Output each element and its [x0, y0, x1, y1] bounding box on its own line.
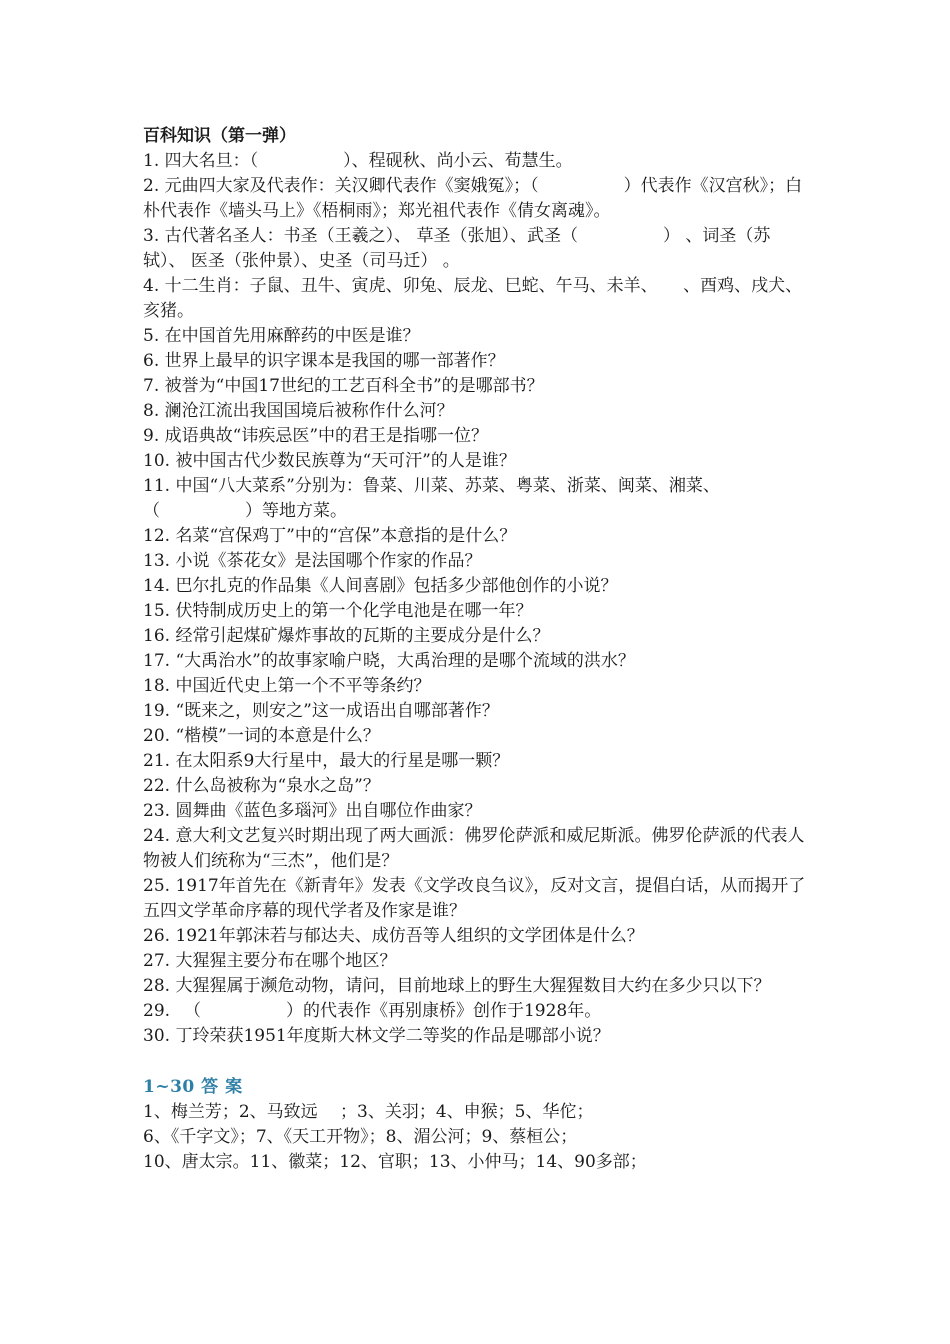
answers-heading: 1~30 答 案 [143, 1077, 243, 1097]
question-item: 16. 经常引起煤矿爆炸事故的瓦斯的主要成分是什么？ [143, 626, 550, 646]
question-item: 5. 在中国首先用麻醉药的中医是谁？ [143, 326, 420, 346]
question-item: 19. “既来之，则安之”这一成语出自哪部著作？ [143, 701, 499, 721]
document-title: 百科知识（第一弹） [143, 126, 296, 146]
question-item: 22. 什么岛被称为“泉水之岛”？ [143, 776, 380, 796]
question-item: 6. 世界上最早的识字课本是我国的哪一部著作？ [143, 351, 505, 371]
question-item: 24. 意大利文艺复兴时期出现了两大画派：佛罗伦萨派和威尼斯派。佛罗伦萨派的代表人物被人们统称为“三杰”，他们是？ [143, 826, 805, 871]
question-item: 23. 圆舞曲《蓝色多瑙河》出自哪位作曲家？ [143, 801, 482, 821]
question-item: 17. “大禹治水”的故事家喻户晓，大禹治理的是哪个流域的洪水？ [143, 651, 635, 671]
question-item: 26. 1921年郭沫若与郁达夫、成仿吾等人组织的文学团体是什么？ [143, 926, 644, 946]
question-item: 18. 中国近代史上第一个不平等条约？ [143, 676, 431, 696]
question-item: 30. 丁玲荣获1951年度斯大林文学二等奖的作品是哪部小说？ [143, 1026, 610, 1046]
question-item: 10. 被中国古代少数民族尊为“天可汗”的人是谁？ [143, 451, 516, 471]
question-item: 27. 大猩猩主要分布在哪个地区？ [143, 951, 397, 971]
question-item: 13. 小说《茶花女》是法国哪个作家的作品？ [143, 551, 482, 571]
question-item: 28. 大猩猩属于濒危动物，请问，目前地球上的野生大猩猩数目大约在多少只以下？ [143, 976, 771, 996]
question-item: 2. 元曲四大家及代表作：关汉卿代表作《窦娥冤》；（ ）代表作《汉宫秋》；白朴代表作《墙头马上》《梧桐雨》；郑光祖代表作《倩女离魂》。 [143, 176, 803, 221]
answer-list [143, 1100, 811, 1175]
question-item: 12. 名菜“宫保鸡丁”中的“宫保”本意指的是什么？ [143, 526, 517, 546]
answer-line: 1、梅兰芳；2、马致远 ；3、关羽；4、申猴；5、华佗； [143, 1102, 594, 1122]
question-item: 4. 十二生肖：子鼠、丑牛、寅虎、卯兔、辰龙、巳蛇、午马、未羊、 、酉鸡、戌犬、亥猪。 [143, 276, 803, 321]
question-list [143, 149, 811, 1049]
question-item: 15. 伏特制成历史上的第一个化学电池是在哪一年？ [143, 601, 533, 621]
question-item: 8. 澜沧江流出我国国境后被称作什么河？ [143, 401, 454, 421]
question-item: 1. 四大名旦：（ ）、程砚秋、尚小云、荀慧生。 [143, 151, 573, 171]
answer-line: 10、唐太宗。11、徽菜；12、官职；13、小仲马；14、90多部； [143, 1152, 647, 1172]
question-item: 9. 成语典故“讳疾忌医”中的君王是指哪一位？ [143, 426, 489, 446]
question-item: 7. 被誉为“中国17世纪的工艺百科全书”的是哪部书？ [143, 376, 544, 396]
question-item: 21. 在太阳系9大行星中，最大的行星是哪一颗？ [143, 751, 510, 771]
question-item: 14. 巴尔扎克的作品集《人间喜剧》包括多少部他创作的小说？ [143, 576, 618, 596]
document-content [143, 124, 811, 1175]
answer-line: 6、《千字文》；7、《天工开物》；8、湄公河；9、蔡桓公； [143, 1127, 578, 1147]
question-item: 25. 1917年首先在《新青年》发表《文学改良刍议》，反对文言，提倡白话，从而揭开了五四文学革命序幕的现代学者及作家是谁？ [143, 876, 806, 921]
question-item: 3. 古代著名圣人：书圣（王羲之）、 草圣（张旭）、武圣（ ） 、词圣（苏轼）、 医圣（张仲景）、史圣（司马迁） 。 [143, 226, 771, 271]
question-item: 20. “楷模”一词的本意是什么？ [143, 726, 380, 746]
question-item: 11. 中国“八大菜系”分别为：鲁菜、川菜、苏菜、粤菜、浙菜、闽菜、湘菜、（ ）等地方菜。 [143, 476, 720, 521]
question-item: 29. （ ）的代表作《再别康桥》创作于1928年。 [143, 1001, 602, 1021]
